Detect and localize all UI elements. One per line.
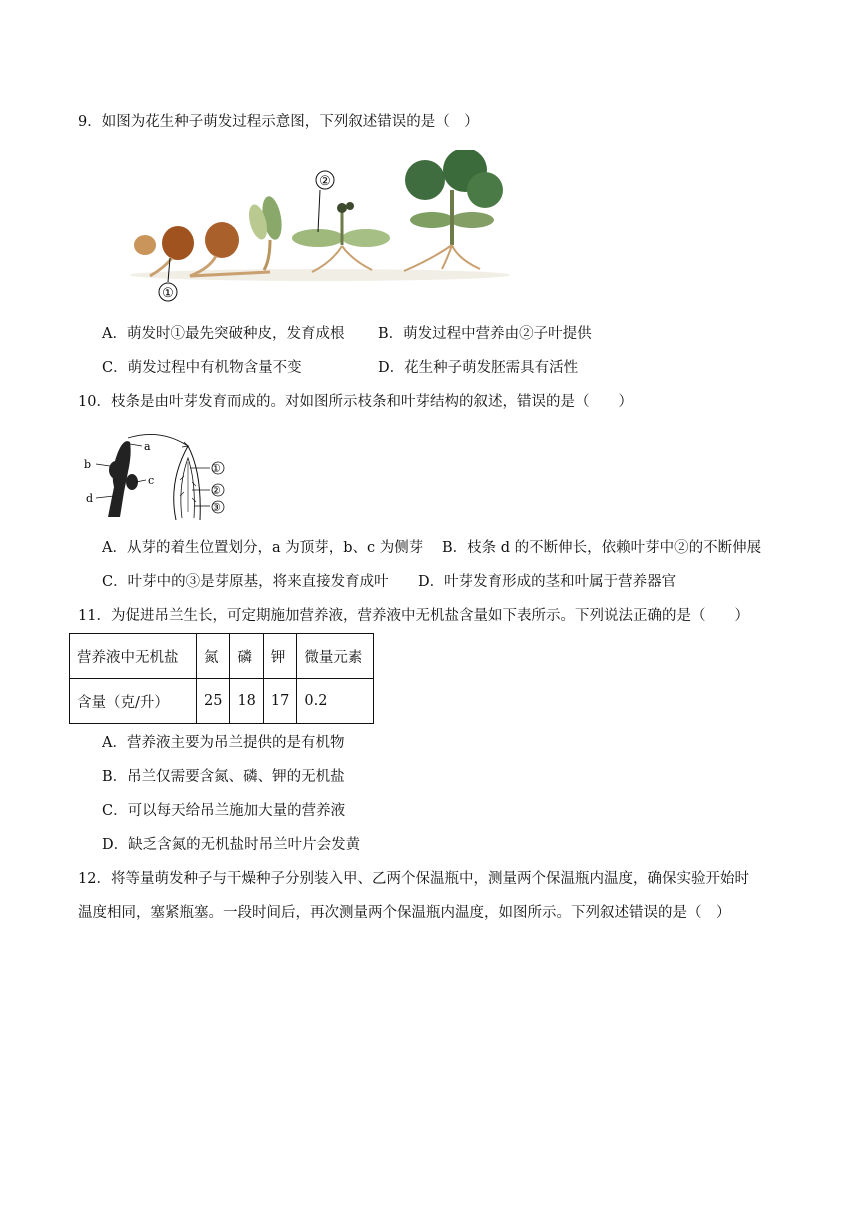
seed-stage-3 xyxy=(205,222,239,258)
table-cell: 25 xyxy=(197,679,230,724)
table-cell: 含量（克/升） xyxy=(70,679,197,724)
q11-option-a: A．营养液主要为吊兰提供的是有机物 xyxy=(102,735,345,751)
q10-option-c: C．叶芽中的③是芽原基，将来直接发育成叶 xyxy=(102,574,389,590)
label-n1: ① xyxy=(211,462,221,475)
label-d: d xyxy=(86,492,94,505)
label-2: ② xyxy=(319,174,331,189)
q11-option-d: D．缺乏含氮的无机盐时吊兰叶片会发黄 xyxy=(102,837,361,853)
table-row xyxy=(70,679,374,724)
table-header-row xyxy=(70,634,374,679)
q12-stem-line2: 温度相同，塞紧瓶塞。一段时间后，再次测量两个保温瓶内温度，如图所示。下列叙述错误的是（ ） xyxy=(78,905,731,921)
q10-option-a: A．从芽的着生位置划分，a 为顶芽，b、c 为侧芽 xyxy=(102,540,424,556)
table-header-cell: 磷 xyxy=(230,634,263,679)
seed-stage-2 xyxy=(162,226,194,260)
table-header-cell: 氮 xyxy=(197,634,230,679)
table-header-cell: 微量元素 xyxy=(297,634,374,679)
table-cell: 18 xyxy=(230,679,263,724)
q10-option-d: D．叶芽发育形成的茎和叶属于营养器官 xyxy=(418,574,677,590)
peanut-germination-figure xyxy=(120,150,530,310)
q10-option-b: B．枝条 d 的不断伸长，依赖叶芽中②的不断伸展 xyxy=(442,540,762,556)
q9-option-c: C．萌发过程中有机物含量不变 xyxy=(102,360,302,376)
q12-stem-line1: 12．将等量萌发种子与干燥种子分别装入甲、乙两个保温瓶中，测量两个保温瓶内温度，确保实验开始时 xyxy=(78,871,749,887)
q9-option-b: B．萌发过程中营养由②子叶提供 xyxy=(378,326,592,342)
q9-option-a: A．萌发时①最先突破种皮，发育成根 xyxy=(102,326,345,342)
table-header-cell: 营养液中无机盐 xyxy=(70,634,197,679)
label-c: c xyxy=(148,474,155,487)
table-cell: 0.2 xyxy=(297,679,374,724)
q11-option-c: C．可以每天给吊兰施加大量的营养液 xyxy=(102,803,346,819)
label-n2: ② xyxy=(211,484,221,497)
q10-stem: 10．枝条是由叶芽发育而成的。对如图所示枝条和叶芽结构的叙述，错误的是（ ） xyxy=(78,394,633,410)
label-a: a xyxy=(144,440,151,453)
q9-option-d: D．花生种子萌发胚需具有活性 xyxy=(378,360,579,376)
q9-stem: 9．如图为花生种子萌发过程示意图，下列叙述错误的是（ ） xyxy=(78,114,479,130)
table-cell: 17 xyxy=(263,679,296,724)
nutrient-table xyxy=(69,633,374,724)
seed-stage-1 xyxy=(134,235,156,255)
label-1: ① xyxy=(162,286,174,301)
label-b: b xyxy=(84,458,92,471)
branch-bud-figure xyxy=(80,432,240,522)
table-header-cell: 钾 xyxy=(263,634,296,679)
q11-option-b: B．吊兰仅需要含氮、磷、钾的无机盐 xyxy=(102,769,345,785)
q11-stem: 11．为促进吊兰生长，可定期施加营养液，营养液中无机盐含量如下表所示。下列说法正确的是（ ） xyxy=(78,608,749,624)
label-n3: ③ xyxy=(211,501,221,514)
